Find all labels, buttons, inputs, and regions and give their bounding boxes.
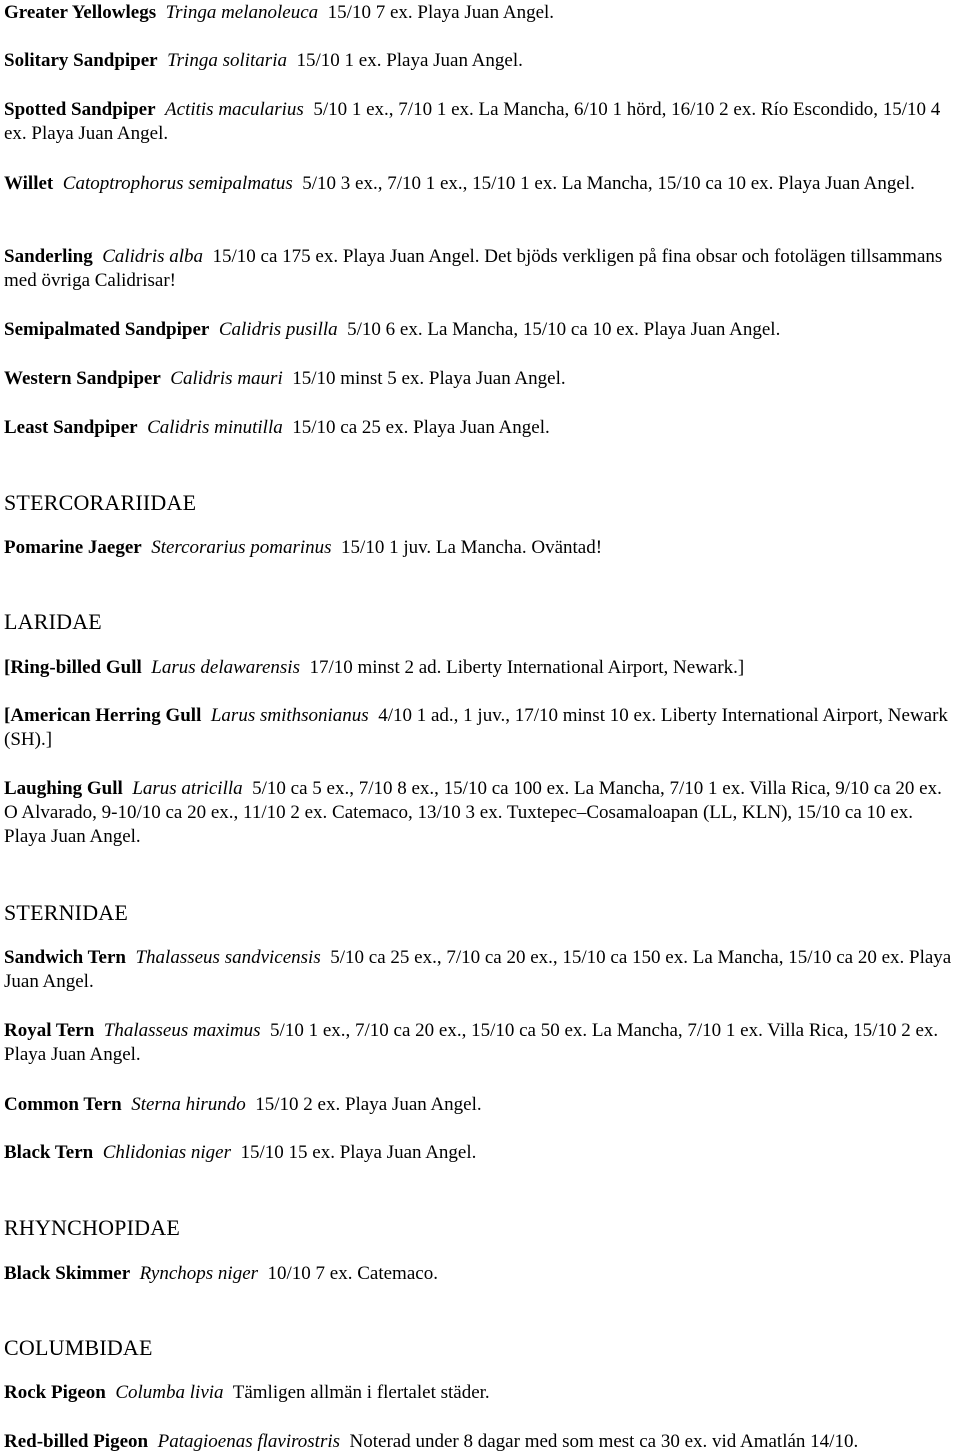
family-heading: COLUMBIDAE <box>4 1335 153 1360</box>
scientific-name: Calidris pusilla <box>218 319 338 340</box>
scientific-name: Tringa melanoleuca <box>165 2 319 23</box>
common-name: Laughing Gull <box>4 778 123 799</box>
common-name: Rock Pigeon <box>4 1382 106 1403</box>
observation-text: 15/10 1 juv. La Mancha. Oväntad! <box>341 537 603 558</box>
observation-text: 17/10 minst 2 ad. Liberty International Airport, Newark.] <box>309 657 745 678</box>
common-name: Common Tern <box>4 1094 122 1115</box>
scientific-name: Larus delawarensis <box>151 657 300 678</box>
observation-text: 15/10 1 ex. Playa Juan Angel. <box>296 50 523 71</box>
scientific-name: Calidris mauri <box>170 368 283 389</box>
species-entry <box>4 416 954 440</box>
species-entry <box>4 318 954 342</box>
species-entry <box>4 1141 954 1165</box>
scientific-name: Sterna hirundo <box>131 1094 246 1115</box>
scientific-name: Chlidonias niger <box>102 1142 231 1163</box>
observation-text: 15/10 15 ex. Playa Juan Angel. <box>240 1142 477 1163</box>
family-heading: RHYNCHOPIDAE <box>4 1215 180 1240</box>
common-name: Spotted Sandpiper <box>4 99 156 120</box>
species-entry <box>4 1381 954 1405</box>
common-name: Red-billed Pigeon <box>4 1431 149 1452</box>
species-entry <box>4 536 954 560</box>
common-name: Willet <box>4 173 54 194</box>
family-heading: STERNIDAE <box>4 900 129 925</box>
observation-text: 4/10 1 ad., 1 juv., 17/10 minst 10 ex. Liberty International Airport, Newark (SH).] <box>4 705 948 750</box>
species-entry <box>4 1430 954 1454</box>
scientific-name: Stercorarius pomarinus <box>151 537 332 558</box>
common-name: Semipalmated Sandpiper <box>4 319 210 340</box>
species-entry <box>4 98 954 146</box>
scientific-name: Rynchops niger <box>139 1263 259 1284</box>
family-heading: STERCORARIIDAE <box>4 490 197 515</box>
observation-text: 15/10 7 ex. Playa Juan Angel. <box>327 2 555 23</box>
species-entry <box>4 245 954 293</box>
common-name: Least Sandpiper <box>4 417 138 438</box>
observation-text: 15/10 minst 5 ex. Playa Juan Angel. <box>292 368 566 389</box>
common-name: [Ring-billed Gull <box>4 657 142 678</box>
scientific-name: Larus smithsonianus <box>210 705 369 726</box>
observation-text: 5/10 ca 5 ex., 7/10 8 ex., 15/10 ca 100 ex. La Mancha, 7/10 1 ex. Villa Rica, 9/10 ca 20 ex. O Alvarado, 9-10/10 ca 20 ex., 11/10 2 ex. Catemaco, 13/10 3 ex. Tuxtepec–Cosamaloapan (LL, KLN), 15/10 ca 10 ex. Playa Juan Angel. <box>4 778 942 847</box>
common-name: Black Tern <box>4 1142 94 1163</box>
observation-text: 5/10 1 ex., 7/10 ca 20 ex., 15/10 ca 50 ex. La Mancha, 7/10 1 ex. Villa Rica, 15/10 2 ex. Playa Juan Angel. <box>4 1020 939 1065</box>
observation-text: Noterad under 8 dagar med som mest ca 30 ex. vid Amatlán 14/10. <box>349 1431 859 1452</box>
common-name: Greater Yellowlegs <box>4 2 157 23</box>
common-name: Royal Tern <box>4 1020 95 1041</box>
scientific-name: Actitis macularius <box>165 99 304 120</box>
species-entry <box>4 1 954 25</box>
observation-text: 15/10 ca 175 ex. Playa Juan Angel. Det bjöds verkligen på fina obsar och fotolägen tillsammans med övriga Calidrisar! <box>4 246 943 291</box>
scientific-name: Patagioenas flavirostris <box>157 1431 341 1452</box>
species-entry <box>4 704 954 752</box>
common-name: Solitary Sandpiper <box>4 50 158 71</box>
scientific-name: Thalasseus maximus <box>103 1020 261 1041</box>
common-name: Pomarine Jaeger <box>4 537 142 558</box>
scientific-name: Calidris alba <box>102 246 204 267</box>
scientific-name: Calidris minutilla <box>147 417 283 438</box>
species-entry <box>4 777 954 849</box>
common-name: Sanderling <box>4 246 93 267</box>
species-entry <box>4 656 954 680</box>
common-name: Sandwich Tern <box>4 947 126 968</box>
common-name: [American Herring Gull <box>4 705 202 726</box>
observation-text: 5/10 1 ex., 7/10 1 ex. La Mancha, 6/10 1 hörd, 16/10 2 ex. Río Escondido, 15/10 4 ex. Playa Juan Angel. <box>4 99 941 144</box>
species-entry <box>4 49 954 73</box>
observation-text: 15/10 ca 25 ex. Playa Juan Angel. <box>292 417 550 438</box>
common-name: Western Sandpiper <box>4 368 161 389</box>
observation-text: 5/10 6 ex. La Mancha, 15/10 ca 10 ex. Playa Juan Angel. <box>347 319 781 340</box>
scientific-name: Larus atricilla <box>132 778 243 799</box>
observation-text: 5/10 3 ex., 7/10 1 ex., 15/10 1 ex. La Mancha, 15/10 ca 10 ex. Playa Juan Angel. <box>302 173 915 194</box>
species-entry <box>4 1019 954 1067</box>
family-heading: LARIDAE <box>4 609 102 634</box>
species-entry <box>4 1093 954 1117</box>
scientific-name: Columba livia <box>115 1382 224 1403</box>
species-entry <box>4 946 954 994</box>
observation-text: 15/10 2 ex. Playa Juan Angel. <box>255 1094 482 1115</box>
observation-text: 5/10 ca 25 ex., 7/10 ca 20 ex., 15/10 ca 150 ex. La Mancha, 15/10 ca 20 ex. Playa Juan Angel. <box>4 947 952 992</box>
observation-text: 10/10 7 ex. Catemaco. <box>267 1263 438 1284</box>
common-name: Black Skimmer <box>4 1263 131 1284</box>
scientific-name: Thalasseus sandvicensis <box>135 947 321 968</box>
species-entry <box>4 172 954 196</box>
species-entry <box>4 367 954 391</box>
scientific-name: Tringa solitaria <box>167 50 287 71</box>
observation-text: Tämligen allmän i flertalet städer. <box>232 1382 490 1403</box>
species-entry <box>4 1262 954 1286</box>
scientific-name: Catoptrophorus semipalmatus <box>62 173 293 194</box>
